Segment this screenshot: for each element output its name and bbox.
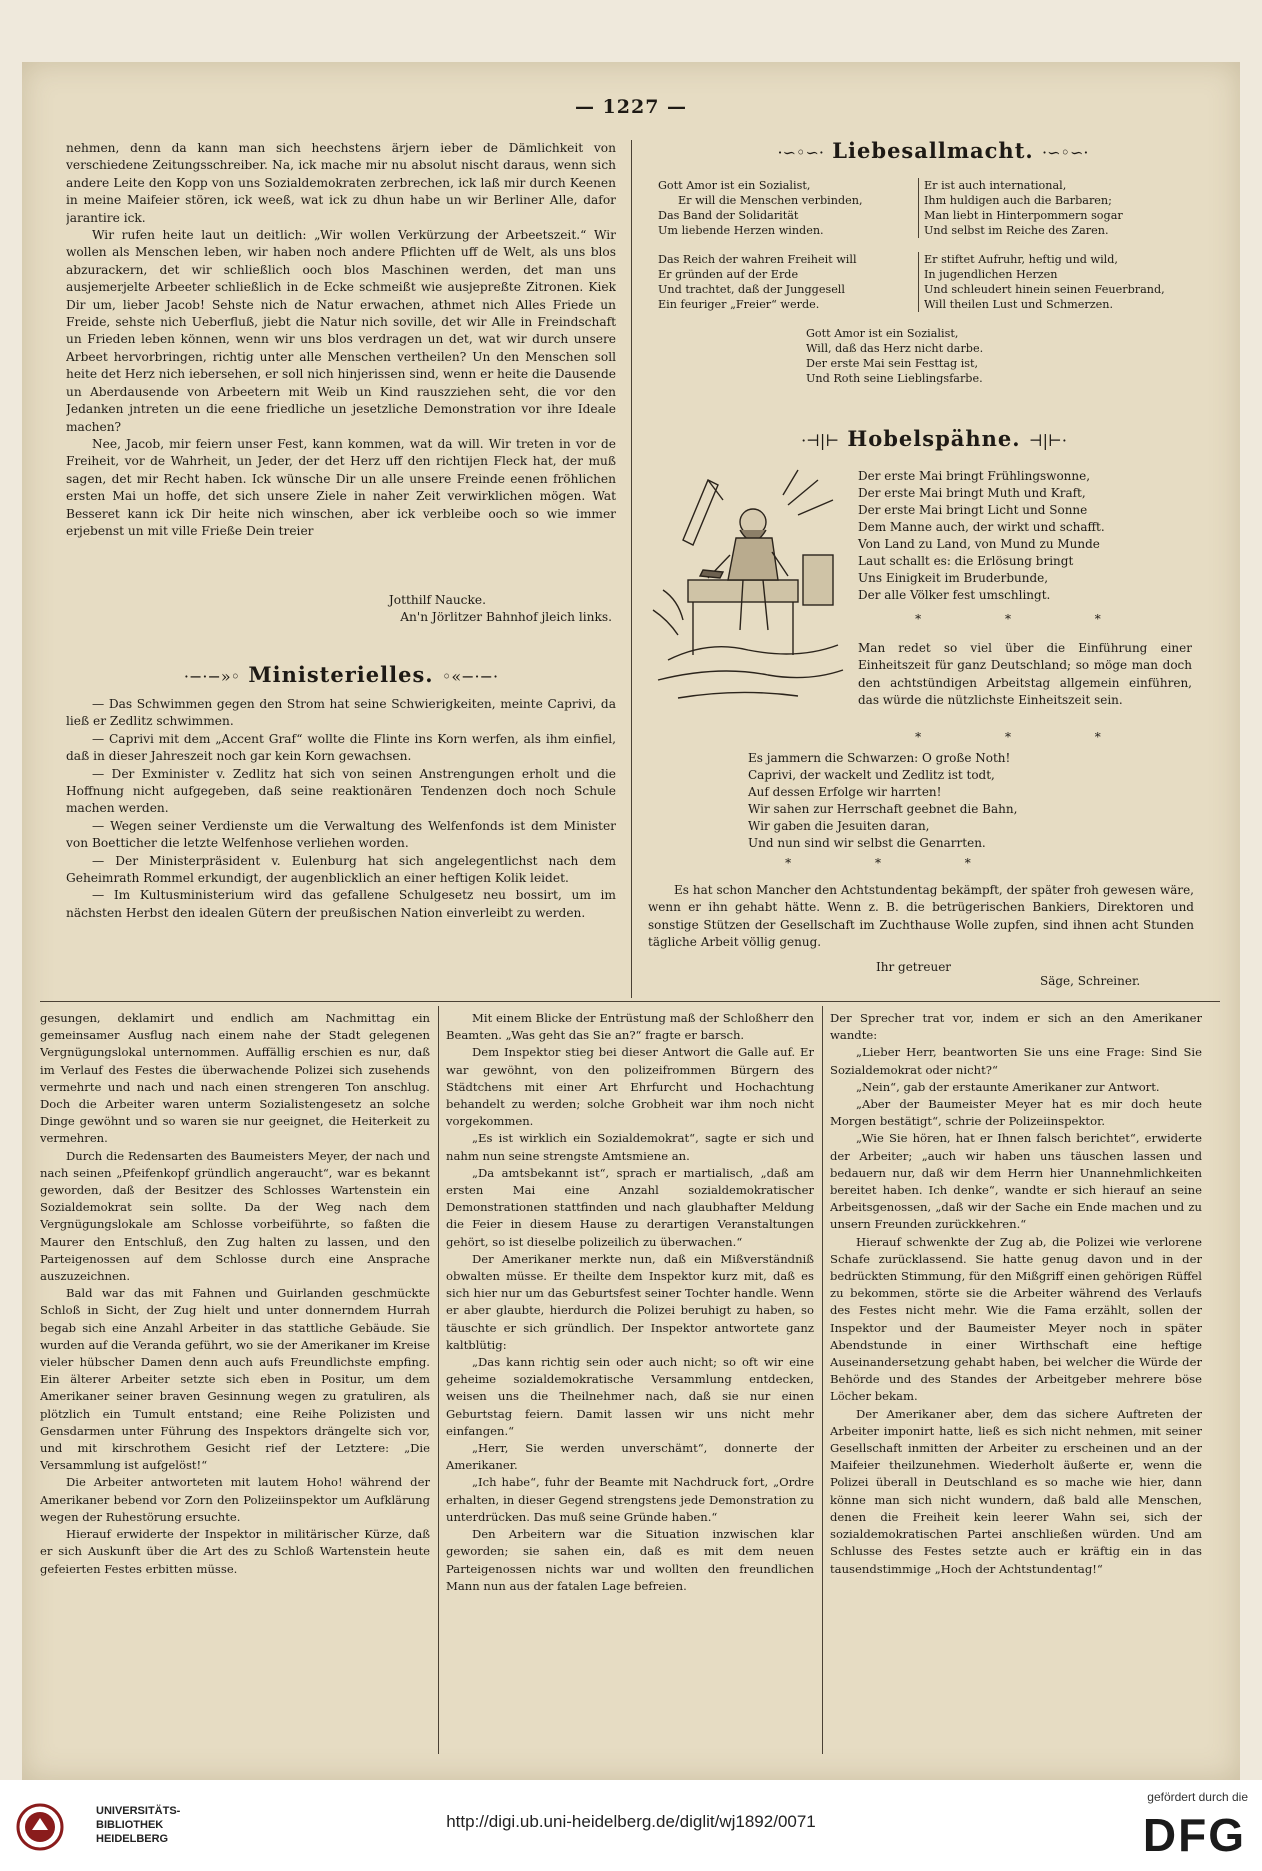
dfg-logo: DFG [1142,1809,1246,1861]
poem-line: Der alle Völker fest umschlingt. [858,588,1051,602]
hobel-prose [648,882,1194,954]
poem-line: Der erste Mai sein Festtag ist, [806,357,979,370]
paragraph: „Es ist wirklich ein Sozialdemokrat“, sagte er sich und nahm nun seine strengste Amtsmiene an. [446,1131,814,1163]
poem-line: Um liebende Herzen winden. [658,224,824,237]
poem-stanza [658,178,863,238]
poem-line: Der erste Mai bringt Frühlingswonne, [858,469,1091,483]
poem-line: Man liebt in Hinterpommern sogar [924,209,1123,222]
section-stars: * * * [915,612,1141,626]
paragraph: „Ich habe“, fuhr der Beamte mit Nachdruck fort, „Ordre erhalten, in dieser Gegend strengstens jede Demonstration zu unterdrücken. Das muß seine Gründe haben.“ [446,1475,814,1524]
funding-note: gefördert durch die [1147,1790,1248,1804]
poem-line: Caprivi, der wackelt und Zedlitz ist todt, [748,768,995,782]
poem-line: Er will die Menschen verbinden, [678,194,863,207]
section-stars: * * * [915,730,1141,744]
liebesallmacht-heading: ·∽◦∽· Liebesallmacht. ·∽◦∽· [777,138,1089,163]
letter-column [66,140,616,640]
paragraph: „Aber der Baumeister Meyer hat es mir doch heute Morgen bestätigt“, schrie der Polizeiinspektor. [830,1097,1202,1129]
paragraph: — Caprivi mit dem „Accent Graf“ wollte die Flinte ins Korn werfen, als ihm einfiel, daß in dieser Jahreszeit noch gar kein Korn gewachsen. [66,731,616,764]
carpenter-illustration-icon [648,460,848,708]
poem-line: Und trachtet, daß der Junggesell [658,283,845,296]
poem-line: Und selbst im Reiche des Zaren. [924,224,1109,237]
closing-line: Ihr getreuer [876,960,952,974]
paragraph: Bald war das mit Fahnen und Guirlanden geschmückte Schloß in Sicht, der Zug hielt und unter donnerndem Hurrah begab sich eine Anzahl Arbeiter in das stattliche Gebäude. Sie wurden auf die Veranda geführt, wo sie der Amerikaner im Kreise vieler hübscher Damen denn auch aufs Freundlichste empfing. Ein älterer Arbeiter setzte sich eben in Positur, um dem Amerikaner seiner braven Gesinnung wegen zu gratuliren, als plötzlich ein Tumult entstand; eine Reihe Polizisten und Gensdarmen unter Führung des Inspektors drängelte sich vor, und mit kirschrothem Gesicht rief der Letztere: „Die Versammlung ist aufgelöst!“ [40,1286,430,1473]
hobel-poem [858,468,1105,604]
author-signature: Säge, Schreiner. [1040,974,1141,988]
poem-line: Der erste Mai bringt Muth und Kraft, [858,486,1086,500]
signature-name: Jotthilf Naucke. [388,593,486,607]
paragraph: Die Arbeiter antworteten mit lautem Hoho! während der Amerikaner bebend vor Zorn den Polizeiinspektor um Aufklärung wegen der Ruhestörung ersuchte. [40,1475,430,1524]
poem-line: Dem Manne auch, der wirkt und schafft. [858,520,1105,534]
poem-line: Uns Einigkeit im Bruderbunde, [858,571,1049,585]
poem-line: Er stiftet Aufruhr, heftig und wild, [924,253,1118,266]
ornament-left-icon: ·−·−»◦ [183,667,241,686]
poem-line: Das Band der Solidarität [658,209,799,222]
letter-signature [66,592,616,636]
paragraph: Hierauf erwiderte der Inspektor in militärischer Kürze, daß er sich Auskunft über die Art des zu Schloß Wartenstein heute gefeierten Festes erbitten müsse. [40,1527,430,1576]
paragraph: — Wegen seiner Verdienste um die Verwaltung des Welfenfonds ist dem Minister von Boetticher die letzte Welfenhose verliehen worden. [66,818,616,851]
paragraph: „Da amtsbekannt ist“, sprach er martialisch, „daß am ersten Mai eine Anzahl sozialdemokratischer Demonstrationen stattfinden und nach glaubhafter Meldung die Feier in diesem Hause zu derartigen Veranstaltungen gehört, so ist dieselbe polizeilich zu überwachen.“ [446,1165,814,1249]
poem-stanza [658,252,857,312]
poem-line: Wir sahen zur Herrschaft geebnet die Bahn, [748,802,1018,816]
paragraph: Durch die Redensarten des Baumeisters Meyer, der nach und nach seinen „Pfeifenkopf gründlich angeraucht“, war es bekannt geworden, daß der Besitzer des Schlosses Wartenstein ein Sozialdemokrat sein sollte. Da der Weg nach dem Vergnügungslokale am Schlosse vorbeiführte, so faßten die Maurer den Entschluß, den Zug halten zu lassen, und den Parteigenossen auf dem Schlosse durch eine Ansprache auszuzeichnen. [40,1148,430,1284]
paragraph: Wir rufen heite laut un deitlich: „Wir wollen Verkürzung der Arbeetszeit.“ Wir wollen als Menschen leben, wir haben noch andere Pflichten uff de Welt, als uns blos abzurackern, det wir schließlich ooch blos Maschinen werden, det man uns ausjemerjelte Arbeeter schließlich in de Ecke schmeißt wie ausjepreßte Zitronen. Kiek Dir um, lieber Jacob! Sehste nich de Natur erwachen, athmet nich Alles Friede un Freide, sehste nich Ueberfluß, jiebt die Natur nich soville, det wir Alle in Freindschaft un Frieden leben können, wenn wir uns blos verdragen un det, wat wir durch unsere Arbeet hervorbringen, richtig unter alle Menschen vertheilen? Un den Menschen soll heite det Herz nich iebersehen, er soll nich hinjerissen sind, wenn er heite die Dausende un Aberdausende von Arbeetern mit Weib un Kind rauszziehen seht, die vor den Jedanken jntreten un die eene friedliche un jesetzliche Demonstration vor ihre Ideale machen? [66,228,616,434]
paragraph: Der Sprecher trat vor, indem er sich an den Amerikaner wandte: [830,1011,1202,1043]
poem-line: Wir gaben die Jesuiten daran, [748,819,930,833]
paragraph: „Nein“, gab der erstaunte Amerikaner zur Antwort. [856,1079,1160,1094]
paragraph: Der Amerikaner aber, dem das sichere Auftreten der Arbeiter imponirt hatte, ließ es sich nicht nehmen, mit seiner Gesellschaft inmitten der Arbeiter zu erscheinen und an der Maifeier theilzunehmen. Wiederholt äußerte er, wenn die Polizei überall in Deutschland es so mache wie hier, dann könne man sich nicht wundern, daß bald alle Menschen, denen die Freiheit kein leerer Wahn sei, sich der sozialdemokratischen Partei anschließen würden. Und am Schlusse des Festes setzte auch er kräftig ein in das tausendstimmige „Hoch der Achtstundentag!“ [830,1406,1202,1576]
poem-divider [918,252,919,312]
poem-line: Gott Amor ist ein Sozialist, [806,327,959,340]
poem-line: Und schleudert hinein seinen Feuerbrand, [924,283,1165,296]
ornament-right-icon: ·∽◦∽· [1042,143,1089,162]
poem-line: Laut schallt es: die Erlösung bringt [858,554,1074,568]
ornament-left-icon: ·⊣|⊢ [801,431,840,450]
paragraph: Hierauf schwenkte der Zug ab, die Polizei wie verlorene Schafe zurücklassend. Sie hatte genug davon und in der bedrückten Stimmung, für den Mißgriff einen gehörigen Rüffel zu bekommen, störte sie die Arbeiter während des Verlaufs des Festes nicht mehr. Wie die Fama erzählt, sollen der Inspektor und der Baumeister Meyer noch in später Abendstunde in einer Wirthschaft eine heftige Auseinandersetzung gehabt haben, bei welcher die Würde der Behörde und des Standes der Arbeitgeber mehrere böse Löcher bekam. [830,1234,1202,1404]
column-divider [438,1006,439,1754]
section-stars: * * * [785,856,1011,870]
poem-line: Will theilen Lust und Schmerzen. [924,298,1113,311]
footer-bar [0,1780,1262,1871]
poem-line: Er ist auch international, [924,179,1067,192]
poem-line: Auf dessen Erfolge wir harrten! [748,785,942,799]
poem-stanza [924,178,1123,238]
poem-line: Ihm huldigen auch die Barbaren; [924,194,1112,207]
poem-line: Und Roth seine Lieblingsfarbe. [806,372,983,385]
paragraph: — Der Exminister v. Zedlitz hat sich von seinen Anstrengungen erholt und die Hoffnung nicht aufgegeben, daß seine reaktionären Tendenzen doch noch Schule machen werden. [66,766,616,816]
poem-line: Ein feuriger „Freier“ werde. [658,298,820,311]
paragraph: Nee, Jacob, mir feiern unser Fest, kann kommen, wat da will. Wir treten in vor de Freiheit, vor de Wahrheit, un Jeder, der det Herz uff den richtijen Fleck hat, der muß sagen, det mir Recht haben. Ick wünsche Dir un alle unsere Freinde eenen fröhlichen ersten Mai un hoffe, det sich unsere Ziele in naher Zeit verwirklichen mögen. Wat Besseret kann ick Dir heite nich winschen, aber ick verbleibe ooch so wie immer erjebenst un mit ville Frieße Dein treier [66,436,616,538]
signature-place: An'n Jörlitzer Bahnhof jleich links. [400,610,612,625]
ministerielles-column [66,696,616,996]
poem-line: In jugendlichen Herzen [924,268,1058,281]
poem-line: Der erste Mai bringt Licht und Sonne [858,503,1088,517]
hobelspaehne-heading: ·⊣|⊢ Hobelspähne. ⊣|⊢· [801,426,1067,451]
poem-line: Will, daß das Herz nicht darbe. [806,342,984,355]
poem-divider [918,178,919,238]
paragraph: Mit einem Blicke der Entrüstung maß der Schloßherr den Beamten. „Was geht das Sie an?“ fragte er barsch. [446,1011,814,1043]
ornament-right-icon: ◦«−·−· [441,667,499,686]
paragraph: „Wie Sie hören, hat er Ihnen falsch berichtet“, erwiderte der Arbeiter; „auch wir haben uns täuschen lassen und bedauern nur, daß wir dem Herrn hier Unannehmlichkeiten bereitet haben. Ich denke“, wandte er sich hierauf an seine Arbeitsgenossen, „daß wir der Sache ein Ende machen und zu unsern Freunden zurückkehren.“ [830,1131,1202,1232]
paragraph: — Das Schwimmen gegen den Strom hat seine Schwierigkeiten, meinte Caprivi, da ließ er Zedlitz schwimmen. [66,697,616,729]
story-column-2 [446,1010,814,1752]
poem-line: Und nun sind wir selbst die Genarrten. [748,836,986,850]
source-url[interactable]: http://digi.ub.uni-heidelberg.de/diglit/wj1892/0071 [446,1812,816,1831]
paragraph: „Das kann richtig sein oder auch nicht; so oft wir eine geheime sozialdemokratische Versammlung entdecken, weisen uns die Theilnehmer nach, daß sie nur einen Geburtstag feiern. Damit lassen wir uns nicht mehr einfangen.“ [446,1355,814,1438]
paragraph: „Herr, Sie werden unverschämt“, donnerte der Amerikaner. [446,1441,814,1473]
ministerielles-heading: ·−·−»◦ Ministerielles. ◦«−·−· [183,662,499,687]
story-column-3 [830,1010,1202,1752]
section-divider [40,1001,1220,1002]
poem-stanza [924,252,1165,312]
paragraph: Dem Inspektor stieg bei dieser Antwort die Galle auf. Er war gewöhnt, von den polizeifrommen Bürgern des Städtchens mit einer Art Ehrfurcht und Hochachtung behandelt zu werden; solche Grobheit war ihm noch nicht vorgekommen. [446,1045,814,1129]
poem-line: Es jammern die Schwarzen: O große Noth! [748,751,1011,765]
poem-line: Gott Amor ist ein Sozialist, [658,179,811,192]
paragraph: — Im Kultusministerium wird das gefallene Schulgesetz neu bossirt, um im nächsten Herbst den idealen Gütern der preußischen Nation einverleibt zu werden. [66,888,616,920]
paragraph: — Der Ministerpräsident v. Eulenburg hat sich angelegentlichst nach dem Geheimrath Rommel erkundigt, der augenblicklich an einer heftigen Kolik leidet. [66,853,616,886]
column-divider [822,1006,823,1754]
poem-line: Von Land zu Land, von Mund zu Munde [858,537,1100,551]
ornament-left-icon: ·∽◦∽· [777,143,824,162]
column-divider [631,140,632,998]
hobel-prose: Man redet so viel über die Einführung einer Einheitszeit für ganz Deutschland; so möge man doch den achtstündigen Arbeitstag allgemein einführen, das würde die nützlichste Einheitszeit sein. [858,641,1192,708]
ornament-right-icon: ⊣|⊢· [1028,431,1067,450]
page-number: — 1227 — [574,96,688,118]
paragraph: Den Arbeitern war die Situation inzwischen klar geworden; sie sahen ein, daß es mit dem neuen Parteigenossen nichts war und wollten den freundlichen Mann nun aus der fatalen Lage befreien. [446,1527,814,1593]
university-name: UNIVERSITÄTS- BIBLIOTHEK HEIDELBERG [96,1805,181,1845]
paragraph: Der Amerikaner merkte nun, daß ein Mißverständniß obwalten müsse. Er theilte dem Inspektor kurz mit, daß es sich hier nur um das Geburtsfest seiner Tochter handle. Wenn er aber glaubte, hierdurch die Polizei beruhigt zu haben, so täuschte er sich gründlich. Der Inspektor antwortete ganz kaltblütig: [446,1251,814,1352]
poem-stanza [806,326,983,386]
paragraph: nehmen, denn da kann man sich heechstens ärjern ieber de Dämlichkeit von verschiedene Zeitungsschreiber. Na, ick mache mir nu absolut nischt daraus, wenn sich andere Leite den Kopp von uns Sozialdemokraten zerbrechen, ick laß mir durch Keenen in meine Maifeier stören, ick weeß, wat ick zu dhun habe un wir Berliner Alle, dafor jarantire ick. [66,141,616,225]
poem-line: Das Reich der wahren Freiheit will [658,253,857,266]
hobel-poem-2 [748,750,1017,852]
poem-line: Er gründen auf der Erde [658,268,799,281]
paragraph: gesungen, deklamirt und endlich am Nachmittag ein gemeinsamer Ausflug nach einem nahe der Stadt gelegenen Vergnügungslokal unternommen. Auffällig erschien es nur, daß im Verlauf des Festes die überwachende Polizei sich zusehends vermehrte und nach und nach einen strengeren Ton anschlug. Doch die Arbeiter waren unterm Sozialistengesetz an solche Dinge gewöhnt und so waren sie nur geeignet, die Heiterkeit zu vermehren. [40,1011,430,1146]
prose-paragraph: Es hat schon Mancher den Achtstundentag bekämpft, der später froh gewesen wäre, wenn er ihn gehabt hätte. Wenn z. B. die betrügerischen Bankiers, Direktoren und sonstige Stützen der Gesellschaft im Zuchthause Wolle zupfen, sind ihnen acht Stunden tägliche Arbeit völlig genug. [648,883,1194,950]
paragraph: „Lieber Herr, beantworten Sie uns eine Frage: Sind Sie Sozialdemokrat oder nicht?“ [830,1045,1202,1077]
story-column-1 [40,1010,430,1752]
